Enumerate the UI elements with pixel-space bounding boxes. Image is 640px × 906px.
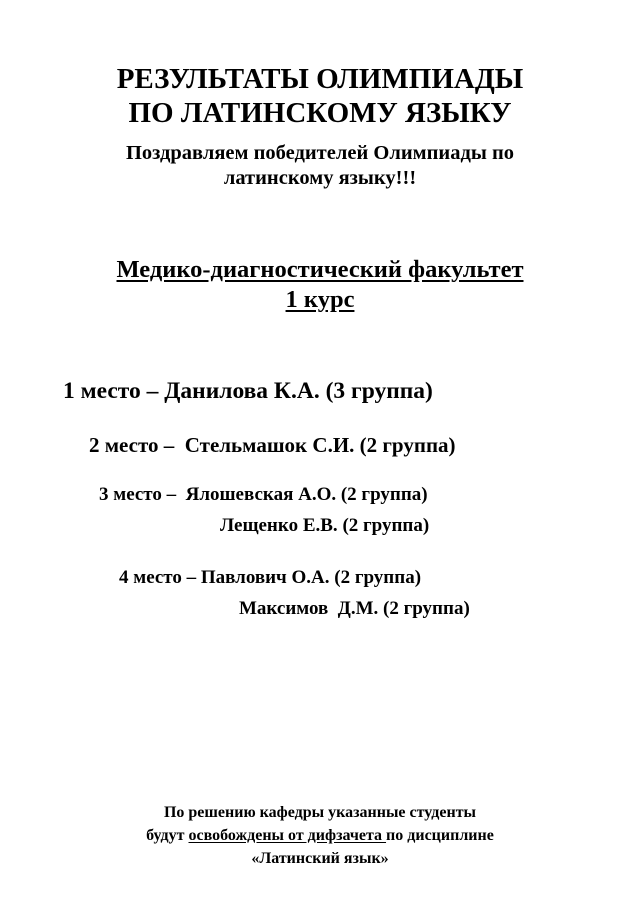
result-row-place-3-second: [220, 515, 429, 537]
congrats-line-2: латинскому языку!!!: [223, 167, 417, 189]
winner-name: Павлович О.А.: [200, 567, 330, 588]
note-exemption-text: освобождены от дифзачета: [188, 827, 387, 844]
winner-name: Ялошевская А.О.: [185, 484, 337, 505]
note-line-2: [0, 824, 640, 847]
result-row-place-2: [89, 433, 456, 458]
faculty-heading: [0, 255, 640, 315]
result-row-place-4: [119, 567, 421, 589]
place-label: 4 место –: [119, 567, 197, 588]
note-line-1: По решению кафедры указанные студенты: [163, 804, 477, 821]
place-label: 1 место –: [63, 378, 159, 404]
result-row-place-4-second: [239, 598, 470, 620]
congrats-line-1: Поздравляем победителей Олимпиады по: [125, 142, 515, 164]
title-line-2: ПО ЛАТИНСКОМУ ЯЗЫКУ: [128, 97, 512, 129]
title-line-1: РЕЗУЛЬТАТЫ ОЛИМПИАДЫ: [116, 63, 524, 95]
winner-group: (2 группа): [340, 484, 428, 505]
winner-group: (2 группа): [383, 598, 470, 619]
faculty-name: Медико-диагностический факультет: [116, 256, 524, 283]
winner-group: (3 группа): [325, 378, 433, 404]
result-row-place-3: [99, 484, 428, 506]
winner-group: (2 группа): [334, 567, 422, 588]
note-line-3: «Латинский язык»: [251, 850, 389, 867]
place-label: 3 место –: [99, 484, 177, 505]
course-label: 1 курс: [285, 286, 355, 313]
note-line-2-start: будут: [146, 827, 189, 844]
department-note: [0, 801, 640, 870]
place-label: 2 место –: [89, 433, 175, 457]
winner-name: Максимов Д.М.: [239, 598, 379, 619]
winner-name: Лещенко Е.В.: [220, 515, 338, 536]
winner-name: Данилова К.А.: [164, 378, 320, 404]
winner-group: (2 группа): [342, 515, 430, 536]
page-title: [0, 62, 640, 130]
note-line-2-end: по дисциплине: [386, 827, 494, 844]
winner-name: Стельмашок С.И.: [184, 433, 355, 457]
congratulations-text: [0, 141, 640, 191]
result-row-place-1: [63, 378, 433, 405]
winner-group: (2 группа): [359, 433, 456, 457]
